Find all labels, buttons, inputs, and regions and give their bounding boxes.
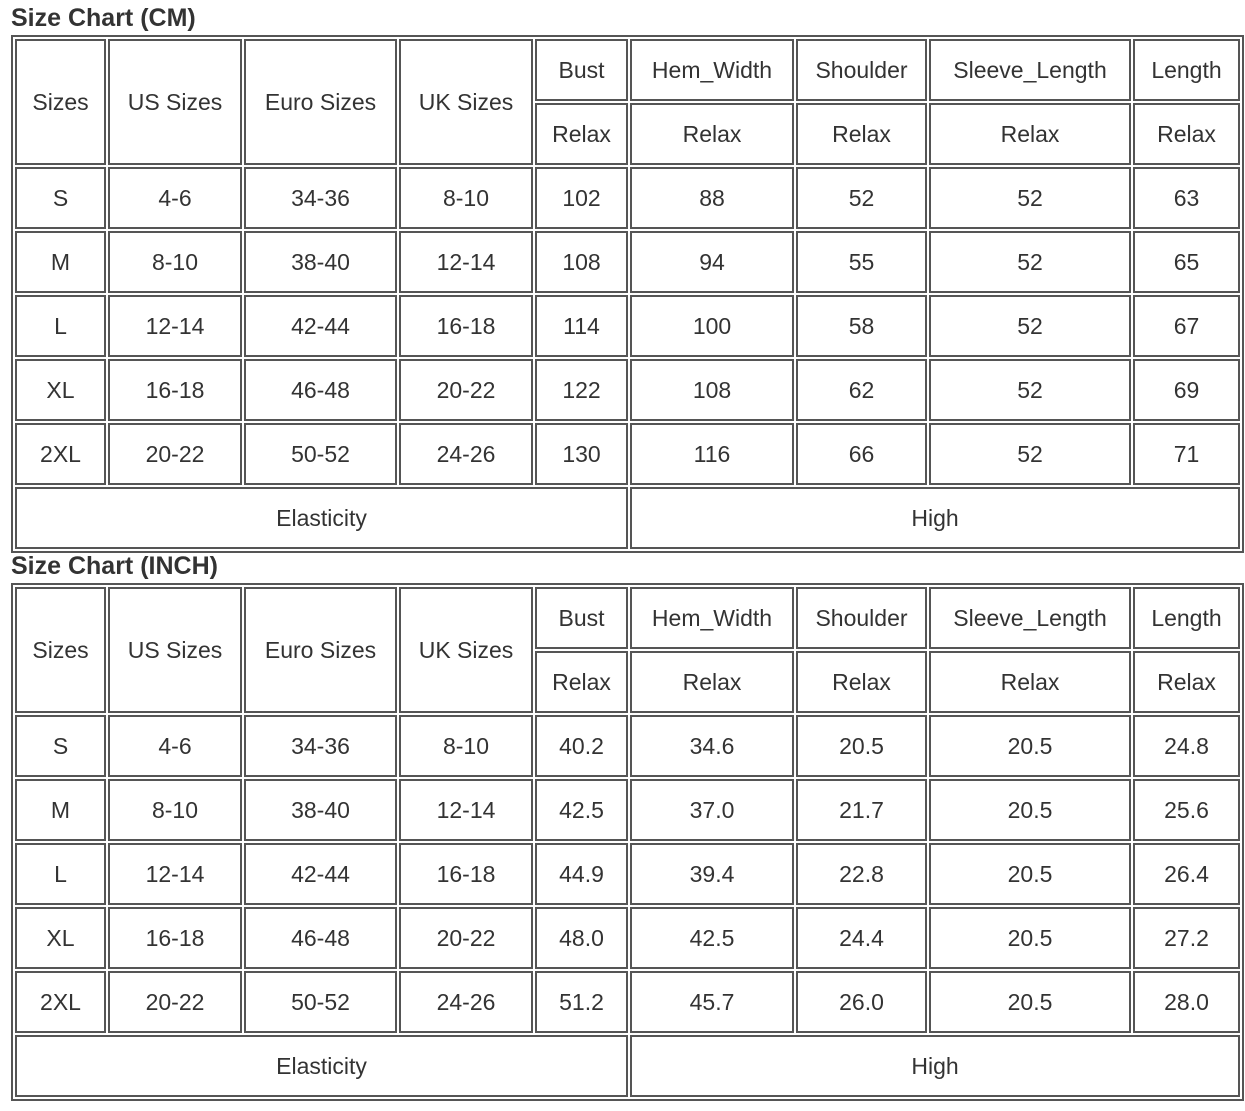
table-cell: 38-40 (244, 779, 397, 841)
table-cell: 12-14 (399, 231, 533, 293)
table-cell: 8-10 (399, 715, 533, 777)
table-cell: 55 (796, 231, 927, 293)
header-fit: Relax (929, 651, 1131, 713)
header-fit: Relax (535, 651, 628, 713)
header-sizes: Sizes (15, 39, 106, 165)
table-row (15, 231, 1240, 293)
table-cell: 46-48 (244, 907, 397, 969)
table-cell: 20.5 (929, 971, 1131, 1033)
table-row (15, 359, 1240, 421)
table-cell: 8-10 (399, 167, 533, 229)
table-cell: 45.7 (630, 971, 794, 1033)
table-cell: 4-6 (108, 167, 242, 229)
table-cell: 46-48 (244, 359, 397, 421)
table-cell: 24-26 (399, 423, 533, 485)
table-cell: 20-22 (108, 971, 242, 1033)
table-cell: XL (15, 907, 106, 969)
table-row (15, 971, 1240, 1033)
table-row (15, 843, 1240, 905)
table-cell: 52 (929, 231, 1131, 293)
table-cell: 62 (796, 359, 927, 421)
table-cell: 44.9 (535, 843, 628, 905)
table-cell: M (15, 779, 106, 841)
header-measure: Sleeve_Length (929, 587, 1131, 649)
header-uk-sizes: UK Sizes (399, 587, 533, 713)
table-cell: 94 (630, 231, 794, 293)
table-cell: 42.5 (630, 907, 794, 969)
table-cell: 24.4 (796, 907, 927, 969)
elasticity-row (15, 487, 1240, 549)
table-cell: 16-18 (108, 907, 242, 969)
table-cell: 34-36 (244, 167, 397, 229)
table-cell: 40.2 (535, 715, 628, 777)
table-cell: 20.5 (796, 715, 927, 777)
table-cell: 42-44 (244, 843, 397, 905)
elasticity-value: High (630, 1035, 1240, 1097)
header-fit: Relax (535, 103, 628, 165)
size-chart-cm-table (11, 35, 1244, 553)
header-measure: Length (1133, 39, 1240, 101)
table-cell: 26.0 (796, 971, 927, 1033)
header-euro-sizes: Euro Sizes (244, 587, 397, 713)
table-cell: 39.4 (630, 843, 794, 905)
header-row (15, 39, 1240, 101)
table-cell: 8-10 (108, 779, 242, 841)
table-cell: 24-26 (399, 971, 533, 1033)
table-cell: 16-18 (399, 295, 533, 357)
header-measure: Hem_Width (630, 587, 794, 649)
table-cell: 42-44 (244, 295, 397, 357)
table-cell: 2XL (15, 423, 106, 485)
table-cell: 71 (1133, 423, 1240, 485)
table-cell: L (15, 295, 106, 357)
table-cell: 42.5 (535, 779, 628, 841)
table-cell: 67 (1133, 295, 1240, 357)
elasticity-row (15, 1035, 1240, 1097)
table-cell: 20.5 (929, 715, 1131, 777)
table-cell: 12-14 (108, 843, 242, 905)
table-cell: 16-18 (108, 359, 242, 421)
table-cell: 28.0 (1133, 971, 1240, 1033)
table-cell: 20-22 (108, 423, 242, 485)
table-cell: 38-40 (244, 231, 397, 293)
table-cell: 69 (1133, 359, 1240, 421)
table-cell: 12-14 (399, 779, 533, 841)
elasticity-label: Elasticity (15, 1035, 628, 1097)
table-cell: 88 (630, 167, 794, 229)
table-row (15, 167, 1240, 229)
table-cell: 37.0 (630, 779, 794, 841)
header-measure: Sleeve_Length (929, 39, 1131, 101)
size-chart-inch-title: Size Chart (INCH) (11, 552, 218, 580)
header-fit: Relax (796, 103, 927, 165)
header-fit: Relax (630, 103, 794, 165)
table-cell: 58 (796, 295, 927, 357)
table-cell: S (15, 715, 106, 777)
table-cell: 16-18 (399, 843, 533, 905)
table-cell: 52 (796, 167, 927, 229)
table-cell: 130 (535, 423, 628, 485)
table-cell: 20.5 (929, 843, 1131, 905)
header-row (15, 587, 1240, 649)
table-cell: 25.6 (1133, 779, 1240, 841)
table-row (15, 423, 1240, 485)
table-cell: 20-22 (399, 907, 533, 969)
table-cell: 52 (929, 295, 1131, 357)
table-cell: 20.5 (929, 907, 1131, 969)
table-cell: XL (15, 359, 106, 421)
size-chart-cm-title: Size Chart (CM) (11, 4, 196, 32)
table-cell: 4-6 (108, 715, 242, 777)
table-cell: 8-10 (108, 231, 242, 293)
header-measure: Length (1133, 587, 1240, 649)
table-row (15, 295, 1240, 357)
table-cell: 102 (535, 167, 628, 229)
header-measure: Shoulder (796, 39, 927, 101)
table-cell: 51.2 (535, 971, 628, 1033)
table-cell: 21.7 (796, 779, 927, 841)
header-uk-sizes: UK Sizes (399, 39, 533, 165)
size-chart-inch-body (15, 587, 1240, 1097)
table-row (15, 779, 1240, 841)
table-cell: 48.0 (535, 907, 628, 969)
table-cell: 34-36 (244, 715, 397, 777)
table-cell: 52 (929, 423, 1131, 485)
header-us-sizes: US Sizes (108, 587, 242, 713)
size-chart-cm-body (15, 39, 1240, 549)
header-fit: Relax (1133, 651, 1240, 713)
header-measure: Bust (535, 39, 628, 101)
table-cell: 12-14 (108, 295, 242, 357)
table-cell: S (15, 167, 106, 229)
header-sizes: Sizes (15, 587, 106, 713)
table-cell: 65 (1133, 231, 1240, 293)
table-row (15, 715, 1240, 777)
header-fit: Relax (1133, 103, 1240, 165)
header-fit: Relax (929, 103, 1131, 165)
table-cell: 108 (630, 359, 794, 421)
table-cell: 27.2 (1133, 907, 1240, 969)
table-cell: 52 (929, 167, 1131, 229)
table-cell: L (15, 843, 106, 905)
elasticity-label: Elasticity (15, 487, 628, 549)
table-cell: M (15, 231, 106, 293)
size-chart-inch-table (11, 583, 1244, 1101)
header-measure: Bust (535, 587, 628, 649)
table-cell: 100 (630, 295, 794, 357)
table-cell: 20-22 (399, 359, 533, 421)
table-row (15, 907, 1240, 969)
table-cell: 20.5 (929, 779, 1131, 841)
table-cell: 24.8 (1133, 715, 1240, 777)
header-measure: Shoulder (796, 587, 927, 649)
table-cell: 22.8 (796, 843, 927, 905)
table-cell: 26.4 (1133, 843, 1240, 905)
header-us-sizes: US Sizes (108, 39, 242, 165)
table-cell: 114 (535, 295, 628, 357)
table-cell: 108 (535, 231, 628, 293)
table-cell: 52 (929, 359, 1131, 421)
table-cell: 50-52 (244, 971, 397, 1033)
header-euro-sizes: Euro Sizes (244, 39, 397, 165)
header-fit: Relax (630, 651, 794, 713)
header-measure: Hem_Width (630, 39, 794, 101)
table-cell: 63 (1133, 167, 1240, 229)
table-cell: 122 (535, 359, 628, 421)
elasticity-value: High (630, 487, 1240, 549)
table-cell: 2XL (15, 971, 106, 1033)
header-fit: Relax (796, 651, 927, 713)
table-cell: 50-52 (244, 423, 397, 485)
table-cell: 34.6 (630, 715, 794, 777)
table-cell: 66 (796, 423, 927, 485)
table-cell: 116 (630, 423, 794, 485)
